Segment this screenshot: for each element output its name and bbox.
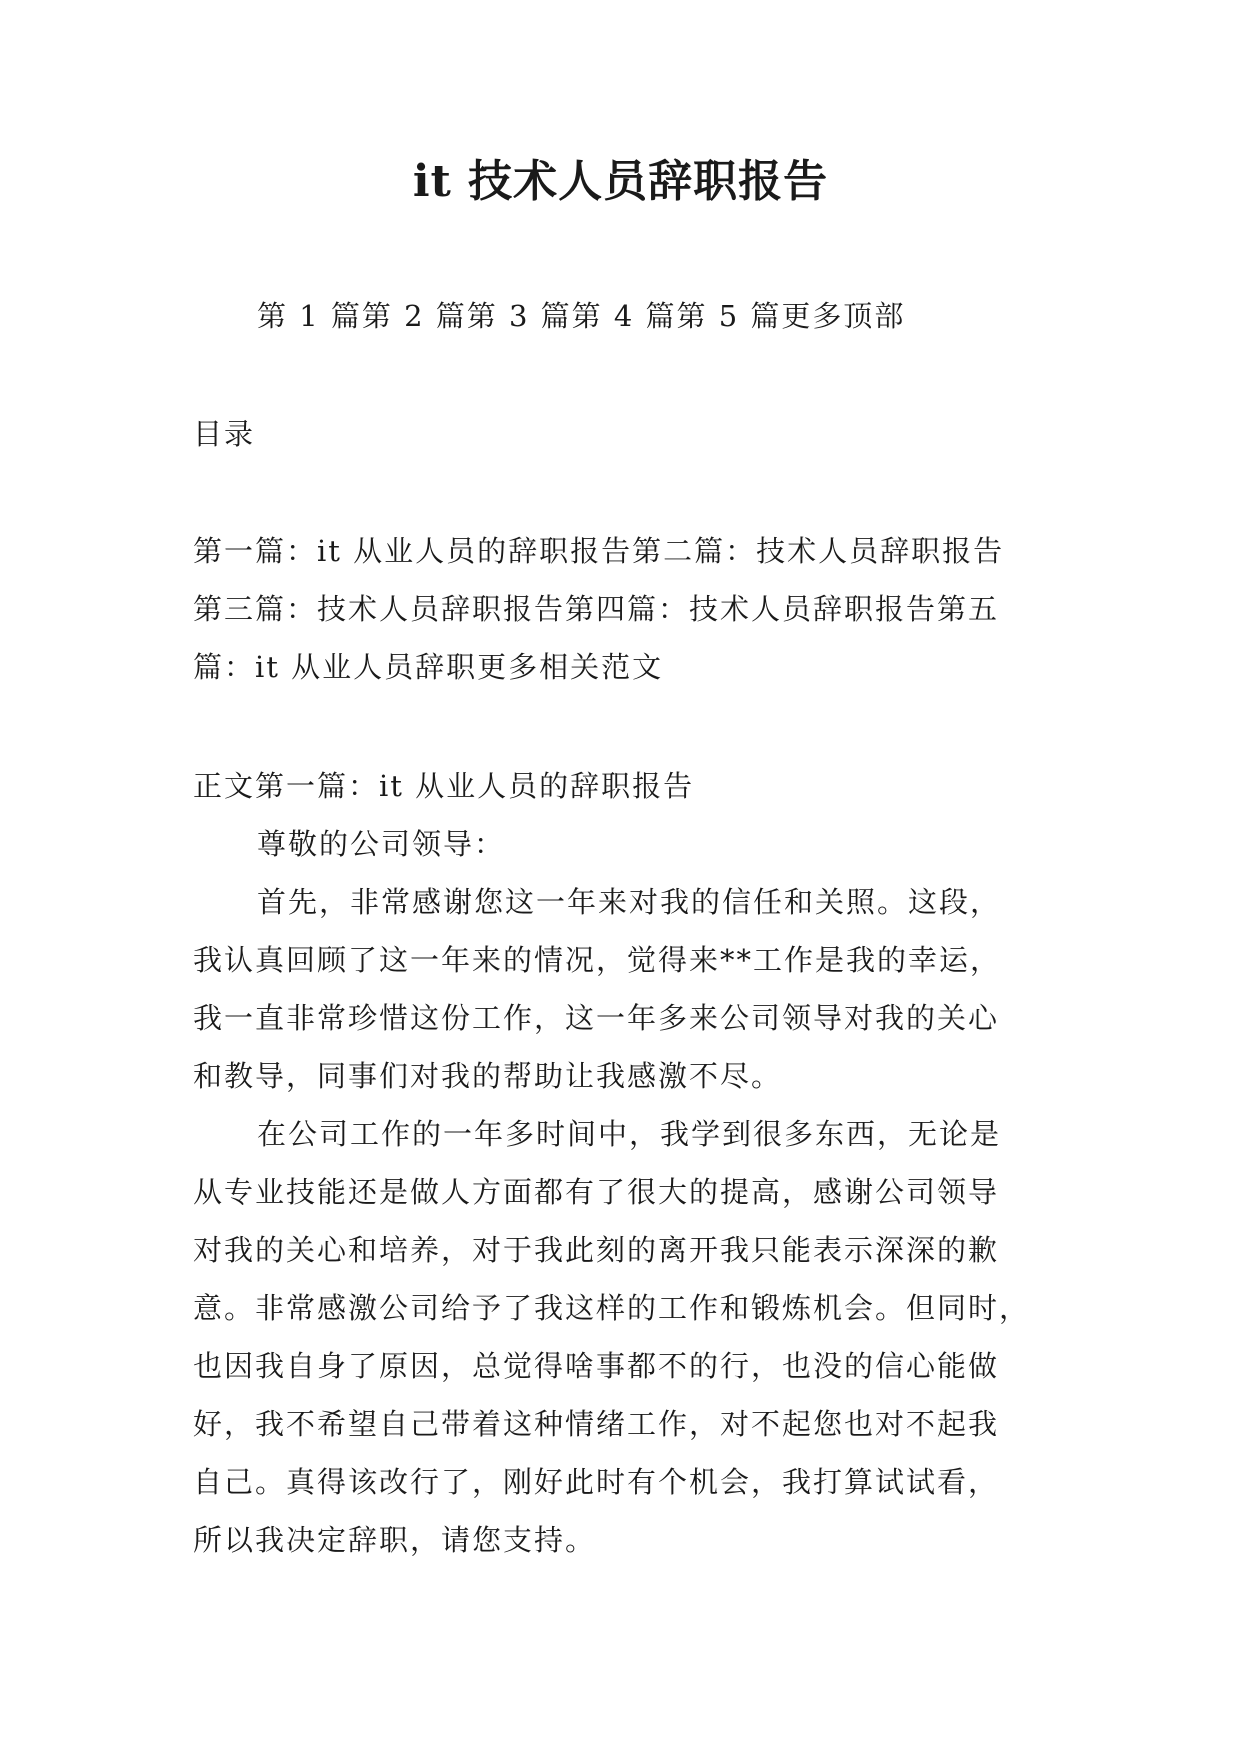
toc-line[interactable]: 第三篇：技术人员辞职报告第四篇：技术人员辞职报告第五 bbox=[193, 592, 1000, 626]
body-text bbox=[193, 757, 1073, 1569]
section-heading: 正文第一篇：it 从业人员的辞职报告 bbox=[193, 769, 695, 803]
paragraph-line: 意。非常感激公司给予了我这样的工作和锻炼机会。但同时， bbox=[193, 1291, 1031, 1325]
paragraph-line: 也因我自身了原因，总觉得啥事都不的行，也没的信心能做 bbox=[193, 1349, 1000, 1383]
paragraph-line: 我一直非常珍惜这份工作，这一年多来公司领导对我的关心 bbox=[193, 1001, 1000, 1035]
paragraph-line: 好，我不希望自己带着这种情绪工作，对不起您也对不起我 bbox=[193, 1407, 1000, 1441]
paragraph-line: 在公司工作的一年多时间中，我学到很多东西，无论是 bbox=[257, 1117, 1002, 1151]
salutation: 尊敬的公司领导： bbox=[257, 827, 506, 861]
chapter-nav bbox=[193, 287, 1073, 345]
toc-line[interactable]: 篇：it 从业人员辞职更多相关范文 bbox=[193, 650, 664, 684]
toc-heading: 目录 bbox=[193, 417, 256, 451]
paragraph-line: 对我的关心和培养，对于我此刻的离开我只能表示深深的歉 bbox=[193, 1233, 1000, 1267]
document-title: it 技术人员辞职报告 bbox=[412, 156, 829, 207]
paragraph-line: 首先，非常感谢您这一年来对我的信任和关照。这段， bbox=[257, 885, 1002, 919]
toc-line[interactable]: 第一篇：it 从业人员的辞职报告第二篇：技术人员辞职报告 bbox=[193, 534, 1005, 568]
chapter-nav-links[interactable]: 第 1 篇第 2 篇第 3 篇第 4 篇第 5 篇更多顶部 bbox=[257, 299, 906, 333]
paragraph-line: 从专业技能还是做人方面都有了很大的提高，感谢公司领导 bbox=[193, 1175, 1000, 1209]
table-of-contents bbox=[193, 522, 1073, 696]
paragraph-line: 和教导，同事们对我的帮助让我感激不尽。 bbox=[193, 1059, 783, 1093]
paragraph-line: 所以我决定辞职，请您支持。 bbox=[193, 1523, 597, 1557]
paragraph-line: 自己。真得该改行了，刚好此时有个机会，我打算试试看， bbox=[193, 1465, 1000, 1499]
paragraph-line: 我认真回顾了这一年来的情况，觉得来**工作是我的幸运， bbox=[193, 943, 1002, 977]
toc-heading-block bbox=[193, 405, 1073, 463]
